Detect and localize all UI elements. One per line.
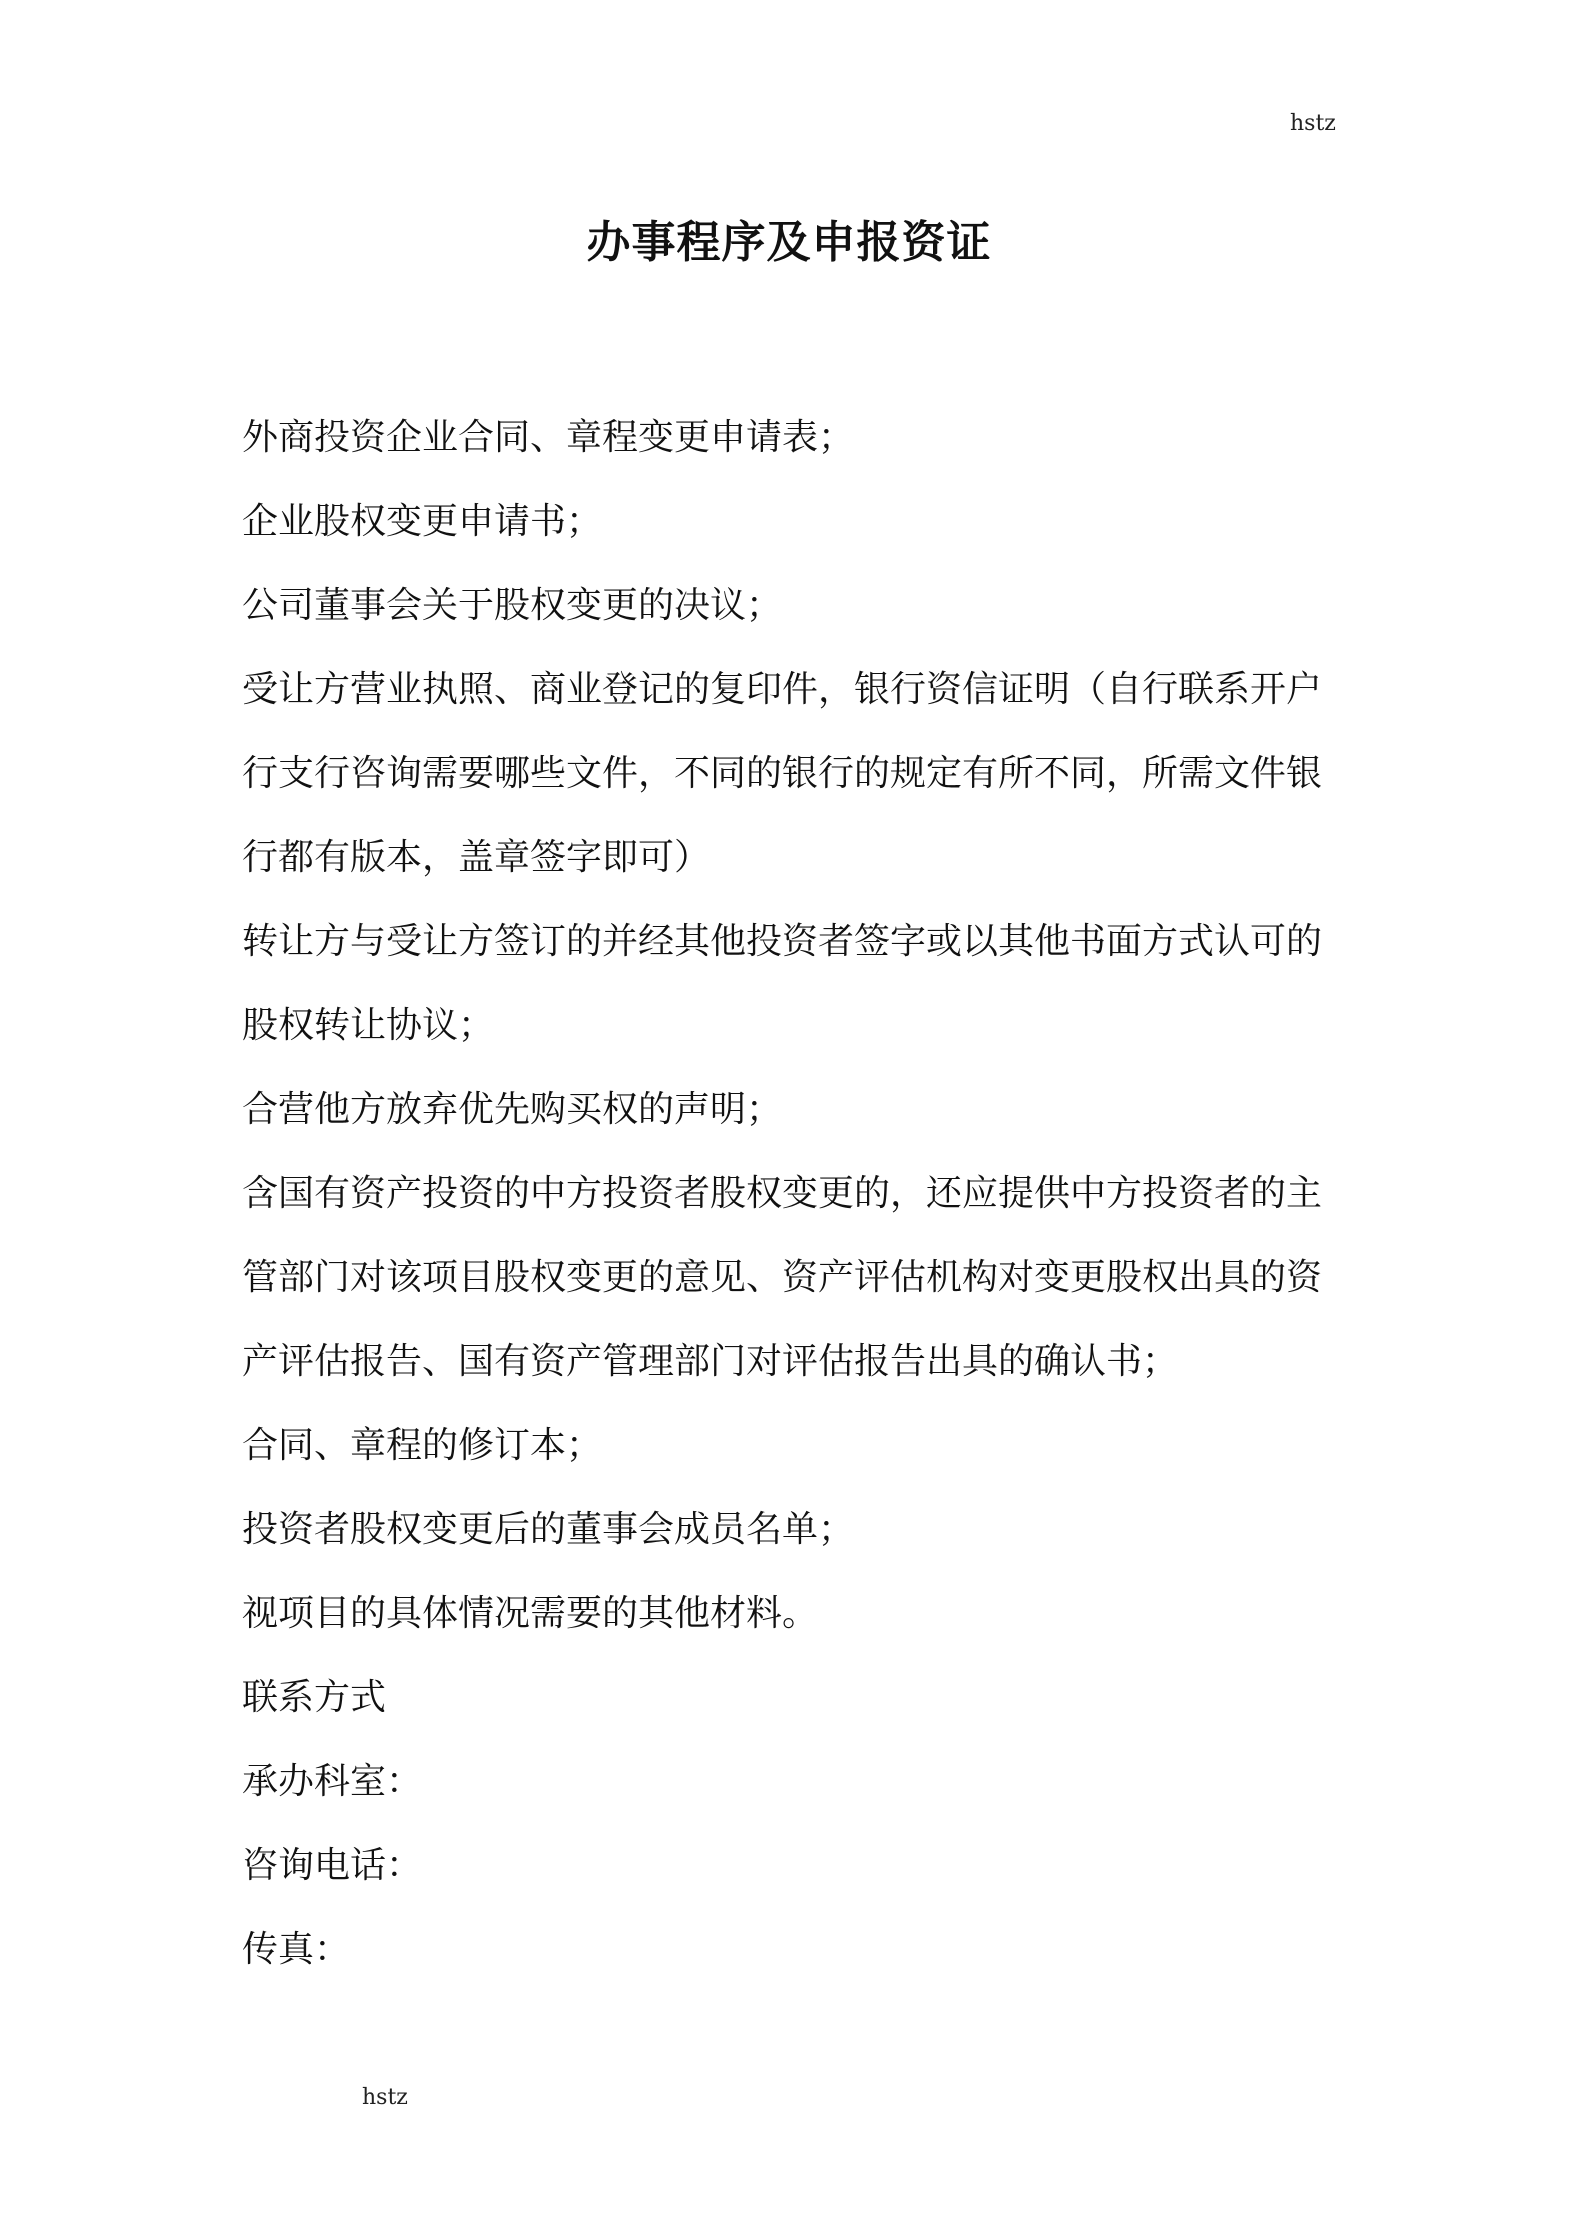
contact-heading: 联系方式	[242, 1677, 387, 1718]
contact-fax: 传真：	[242, 1929, 351, 1970]
page-title: 办事程序及申报资证	[586, 217, 992, 268]
paragraph: 视项目的具体情况需要的其他材料。	[242, 1593, 819, 1634]
header-mark: hstz	[1290, 111, 1336, 136]
footer-mark: hstz	[362, 2085, 408, 2110]
contact-department: 承办科室：	[242, 1761, 423, 1802]
paragraph: 转让方与受让方签订的并经其他投资者签字或以其他书面方式认可的股权转让协议；	[242, 921, 1323, 1046]
document-body	[242, 396, 1337, 1992]
paragraph: 合营他方放弃优先购买权的声明；	[242, 1089, 783, 1130]
paragraph: 含国有资产投资的中方投资者股权变更的，还应提供中方投资者的主管部门对该项目股权变更的意见、资产评估机构对变更股权出具的资产评估报告、国有资产管理部门对评估报告出具的确认书；	[242, 1173, 1323, 1382]
paragraph: 合同、章程的修订本；	[242, 1425, 603, 1466]
paragraph: 投资者股权变更后的董事会成员名单；	[242, 1509, 855, 1550]
paragraph: 受让方营业执照、商业登记的复印件，银行资信证明（自行联系开户行支行咨询需要哪些文件，不同的银行的规定有所不同，所需文件银行都有版本，盖章签字即可）	[242, 669, 1323, 878]
contact-phone: 咨询电话：	[242, 1845, 423, 1886]
paragraph: 公司董事会关于股权变更的决议；	[242, 585, 783, 626]
paragraph: 外商投资企业合同、章程变更申请表；	[242, 417, 855, 458]
paragraph: 企业股权变更申请书；	[242, 501, 603, 542]
